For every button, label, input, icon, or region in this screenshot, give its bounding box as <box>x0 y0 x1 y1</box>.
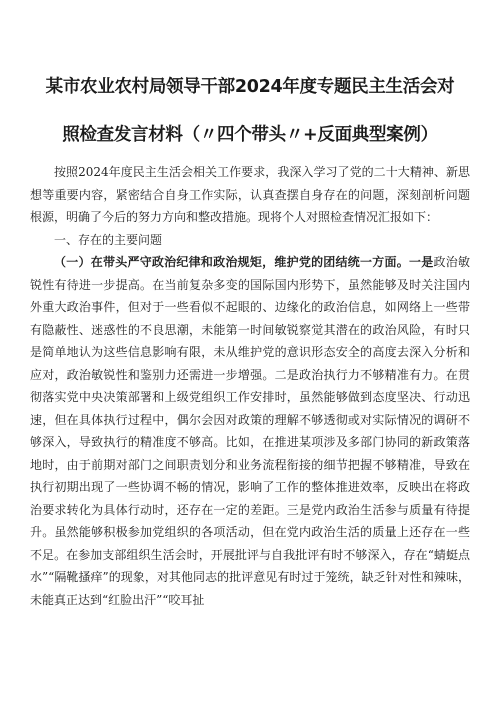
document-title-line-1: 某市农业农村局领导干部2024年度专题民主生活会对 <box>45 77 455 97</box>
intro-paragraph: 按照2024年度民主生活会相关工作要求，我深入学习了党的二十大精神、新思想等重要内容，紧密结合自身工作实际，认真查摆自身存在的问题，深刻剖析问题根源，明确了今后的努力方向和整改措施。现将个人对照检查情况汇报如下： <box>30 165 470 224</box>
document-title-line-2: 照检查发言材料（〃四个带头〃+反面典型案例） <box>62 125 438 145</box>
subsection-1-body: 政治敏锐性有待进一步提高。在当前复杂多变的国际国内形势下，虽然能够及时关注国内外重大政治事件，但对于一些看似不起眼的、边缘化的政治信息，如网络上一些带有隐蔽性、迷惑性的不良思潮，未能第一时间敏锐察觉其潜在的政治风险，有时只是简单地认为这些信息影响有限，未从维护党的意识形态安全的高度去深入分析和应对，政治敏锐性和鉴别力还需进一步增强。二是政治执行力不够精准有力。在贯彻落实党中央决策部署和上级党组织工作安排时，虽然能够做到态度坚决、行动迅速，但在具体执行过程中，偶尔会因对政策的理解不够透彻或对实际情况的调研不够深入，导致执行的精准度不够高。比如，在推进某项涉及多部门协同的新政策落地时，由于前期对部门之间职责划分和业务流程衔接的细节把握不够精准，导致在执行初期出现了一些协调不畅的情况，影响了工作的整体推进效率，反映出在将政治要求转化为具体行动时，还存在一定的差距。三是党内政治生活参与质量有待提升。虽然能够积极参加党组织的各项活动，但在党内政治生活的质量上还存在一些不足。在参加支部组织生活会时，开展批评与自我批评有时不够深入，存在“蜻蜓点水”“隔靴搔痒”的现象，对其他同志的批评意见有时过于笼统，缺乏针对性和辣味，未能真正达到“红脸出汗”“咬耳扯 <box>30 255 470 607</box>
section-heading-problems: 一、存在的主要问题 <box>54 232 163 247</box>
subsection-1-lead: 一是 <box>409 255 434 269</box>
subsection-1-heading: （一）在带头严守政治纪律和政治规矩，维护党的团结统一方面。 <box>54 255 409 269</box>
document-body <box>30 161 470 611</box>
subsection-1-paragraph <box>30 251 470 611</box>
